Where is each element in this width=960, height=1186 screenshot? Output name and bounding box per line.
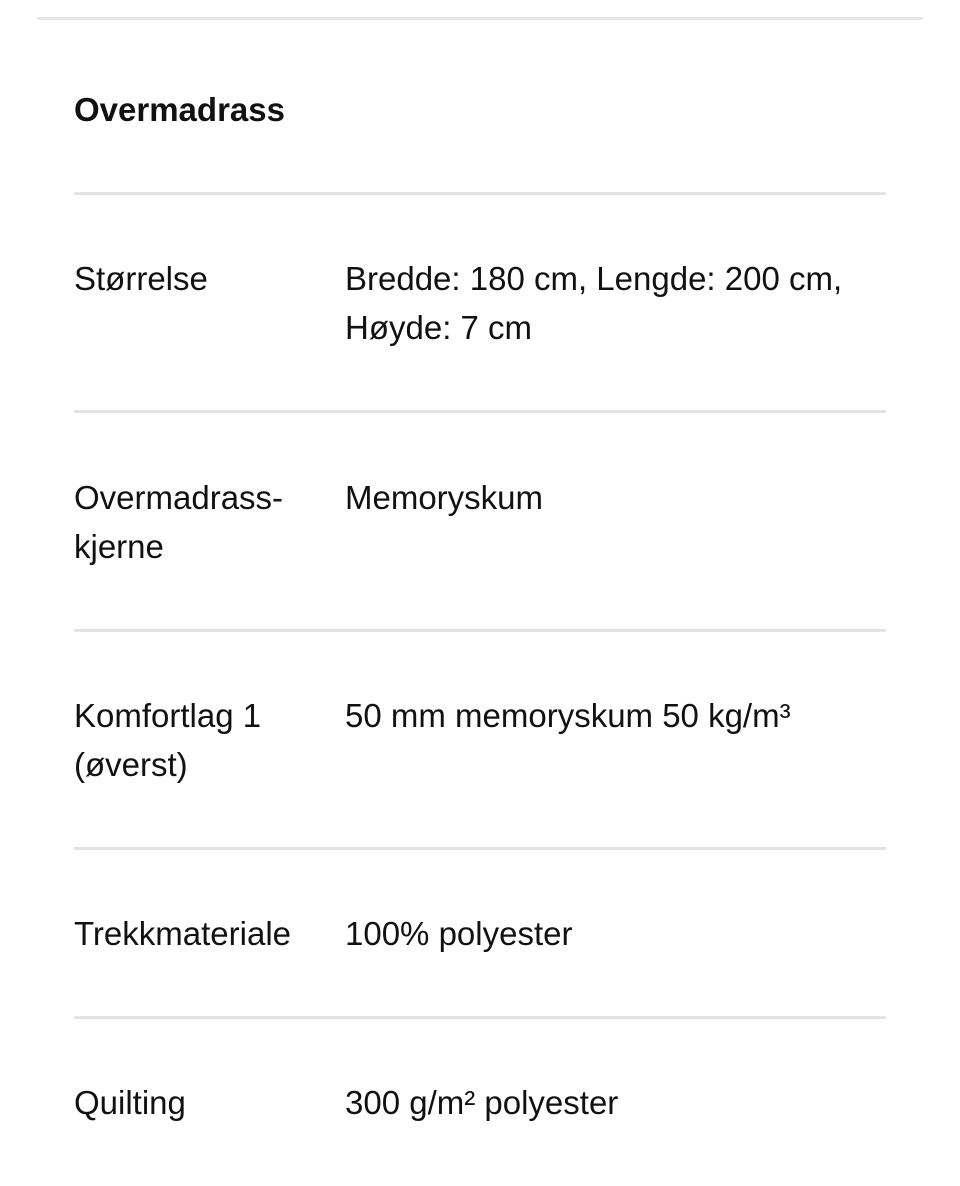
- row-divider: [74, 847, 886, 850]
- spec-label: Overmadrass- kjerne: [74, 479, 284, 565]
- section-title: Overmadrass: [74, 91, 285, 128]
- spec-value: 50 mm memoryskum 50 kg/m³: [345, 697, 791, 734]
- spec-label: Komfortlag 1 (øverst): [74, 697, 262, 783]
- spec-label: Trekkmateriale: [74, 915, 291, 952]
- spec-value: Memoryskum: [345, 479, 544, 516]
- spec-label: Quilting: [74, 1084, 186, 1121]
- top-divider: [37, 17, 923, 20]
- row-divider: [74, 1016, 886, 1019]
- spec-value: Bredde: 180 cm, Lengde: 200 cm, Høyde: 7 cm: [345, 260, 843, 346]
- row-divider: [74, 192, 886, 195]
- spec-label: Størrelse: [74, 260, 208, 297]
- spec-value: 300 g/m² polyester: [345, 1084, 619, 1121]
- row-divider: [74, 410, 886, 413]
- spec-value: 100% polyester: [345, 915, 573, 952]
- row-divider: [74, 629, 886, 632]
